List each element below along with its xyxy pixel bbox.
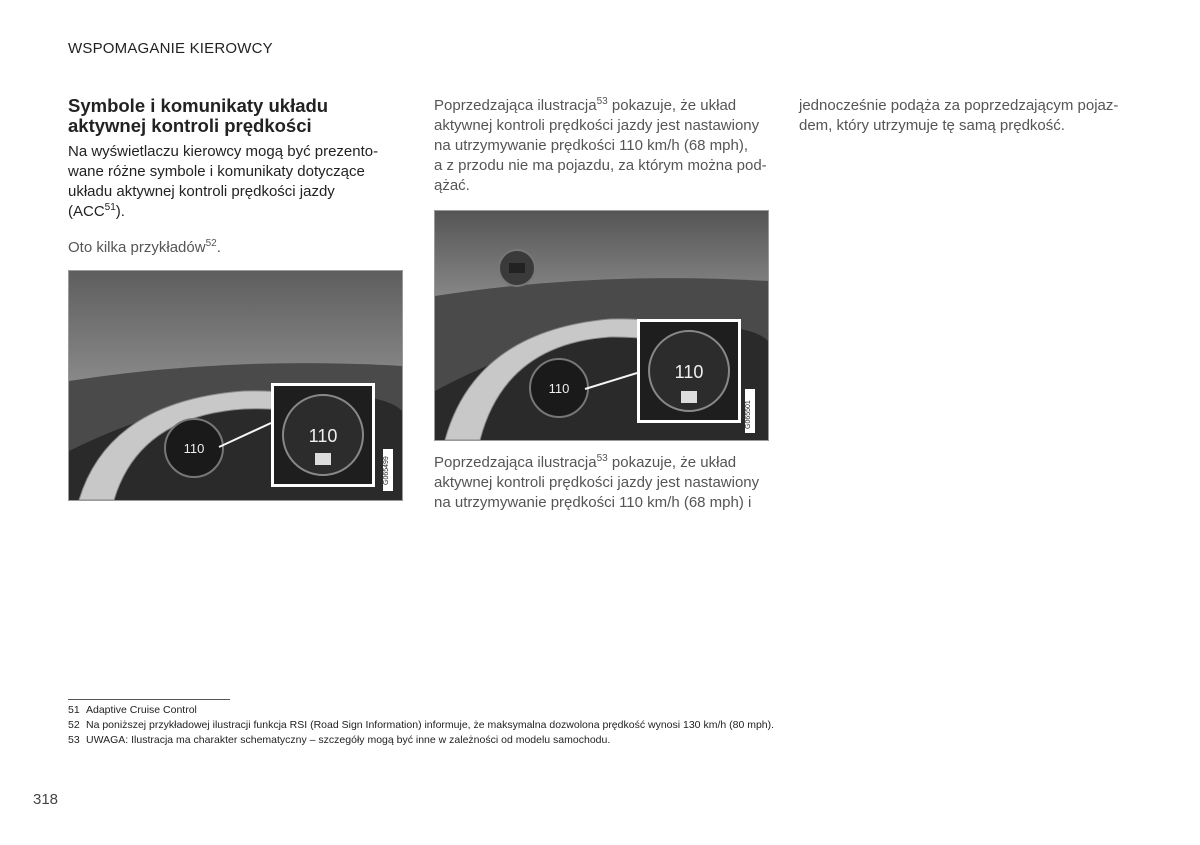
paragraph-line: na utrzymywanie prędkości 110 km/h (68 mph), [434,137,749,154]
paragraph-following-vehicle [434,453,769,513]
footnote-53 [68,734,610,746]
examples-end: . [216,239,221,256]
column-3 [799,96,1129,146]
examples-label: Oto kilka przykładów [68,239,206,256]
title-line-1: Symbole i komunikaty układu [68,95,329,116]
footnote-text: Na poniższej przykładowej ilustracji funkcja RSI (Road Sign Information) informuje, że maksymalna dozwolona prędkość wynosi 130 km/h (80 mph). [86,719,775,731]
paragraph-line: jednocześnie podąża za poprzedzającym pojaz- [799,97,1119,114]
footnote-divider [68,699,230,700]
speed-readout-small: 110 [548,381,570,396]
footnote-number: 52 [68,719,80,731]
paragraph-line: Poprzedzająca ilustracja [434,454,597,471]
paragraph-line: aktywnej kontroli prędkości jazdy jest nastawiony [434,117,760,134]
paragraph-line: ążać. [434,177,470,194]
intro-line: (ACC [68,203,105,220]
column-1 [68,96,403,501]
figure-code: G065499 [383,456,390,485]
paragraph-line: a z przodu nie ma pojazdu, za którym można pod- [434,157,767,174]
dashboard-illustration [435,211,768,440]
speed-readout-large: 110 [308,426,338,446]
paragraph-line: aktywnej kontroli prędkości jazdy jest nastawiony [434,474,760,491]
footnote-ref-52: 52 [205,238,217,249]
footnote-ref-53: 53 [596,96,608,107]
examples-text [68,238,403,258]
footnote-ref-53: 53 [596,453,608,464]
figure-dashboard-1 [68,270,403,501]
paragraph-no-vehicle [434,96,769,196]
intro-line: Na wyświetlaczu kierowcy mogą być prezento- [68,143,379,160]
footnote-number: 53 [68,734,80,746]
paragraph-line: dem, który utrzymuje tę samą prędkość. [799,117,1065,134]
section-title [68,96,403,136]
column-2 [434,96,769,523]
footnote-52 [68,719,774,731]
speed-readout-small: 110 [183,441,205,456]
paragraph-line: Poprzedzająca ilustracja [434,97,597,114]
intro-line: układu aktywnej kontroli prędkości jazdy [68,183,335,200]
paragraph-continuation [799,96,1129,136]
section-header: WSPOMAGANIE KIEROWCY [68,40,273,57]
title-line-2: aktywnej kontroli prędkości [68,115,312,136]
intro-line: wane różne symbole i komunikaty dotyczące [68,163,365,180]
intro-line-end: ). [115,203,125,220]
footnote-ref-51: 51 [104,202,116,213]
footnote-text: Adaptive Cruise Control [86,704,197,716]
footnote-number: 51 [68,704,80,716]
figure-dashboard-2 [434,210,769,441]
footnote-51 [68,704,197,716]
paragraph-line: pokazuje, że układ [607,454,737,471]
footnote-text: UWAGA: Ilustracja ma charakter schematyczny – szczegóły mogą być inne w zależności od modelu samochodu. [86,734,611,746]
figure-code: G065501 [745,400,752,429]
intro-paragraph [68,142,403,222]
dashboard-illustration [69,271,402,500]
paragraph-line: na utrzymywanie prędkości 110 km/h (68 mph) i [434,494,752,511]
speed-readout-large: 110 [674,362,704,382]
paragraph-line: pokazuje, że układ [607,97,737,114]
page-number: 318 [33,791,59,808]
